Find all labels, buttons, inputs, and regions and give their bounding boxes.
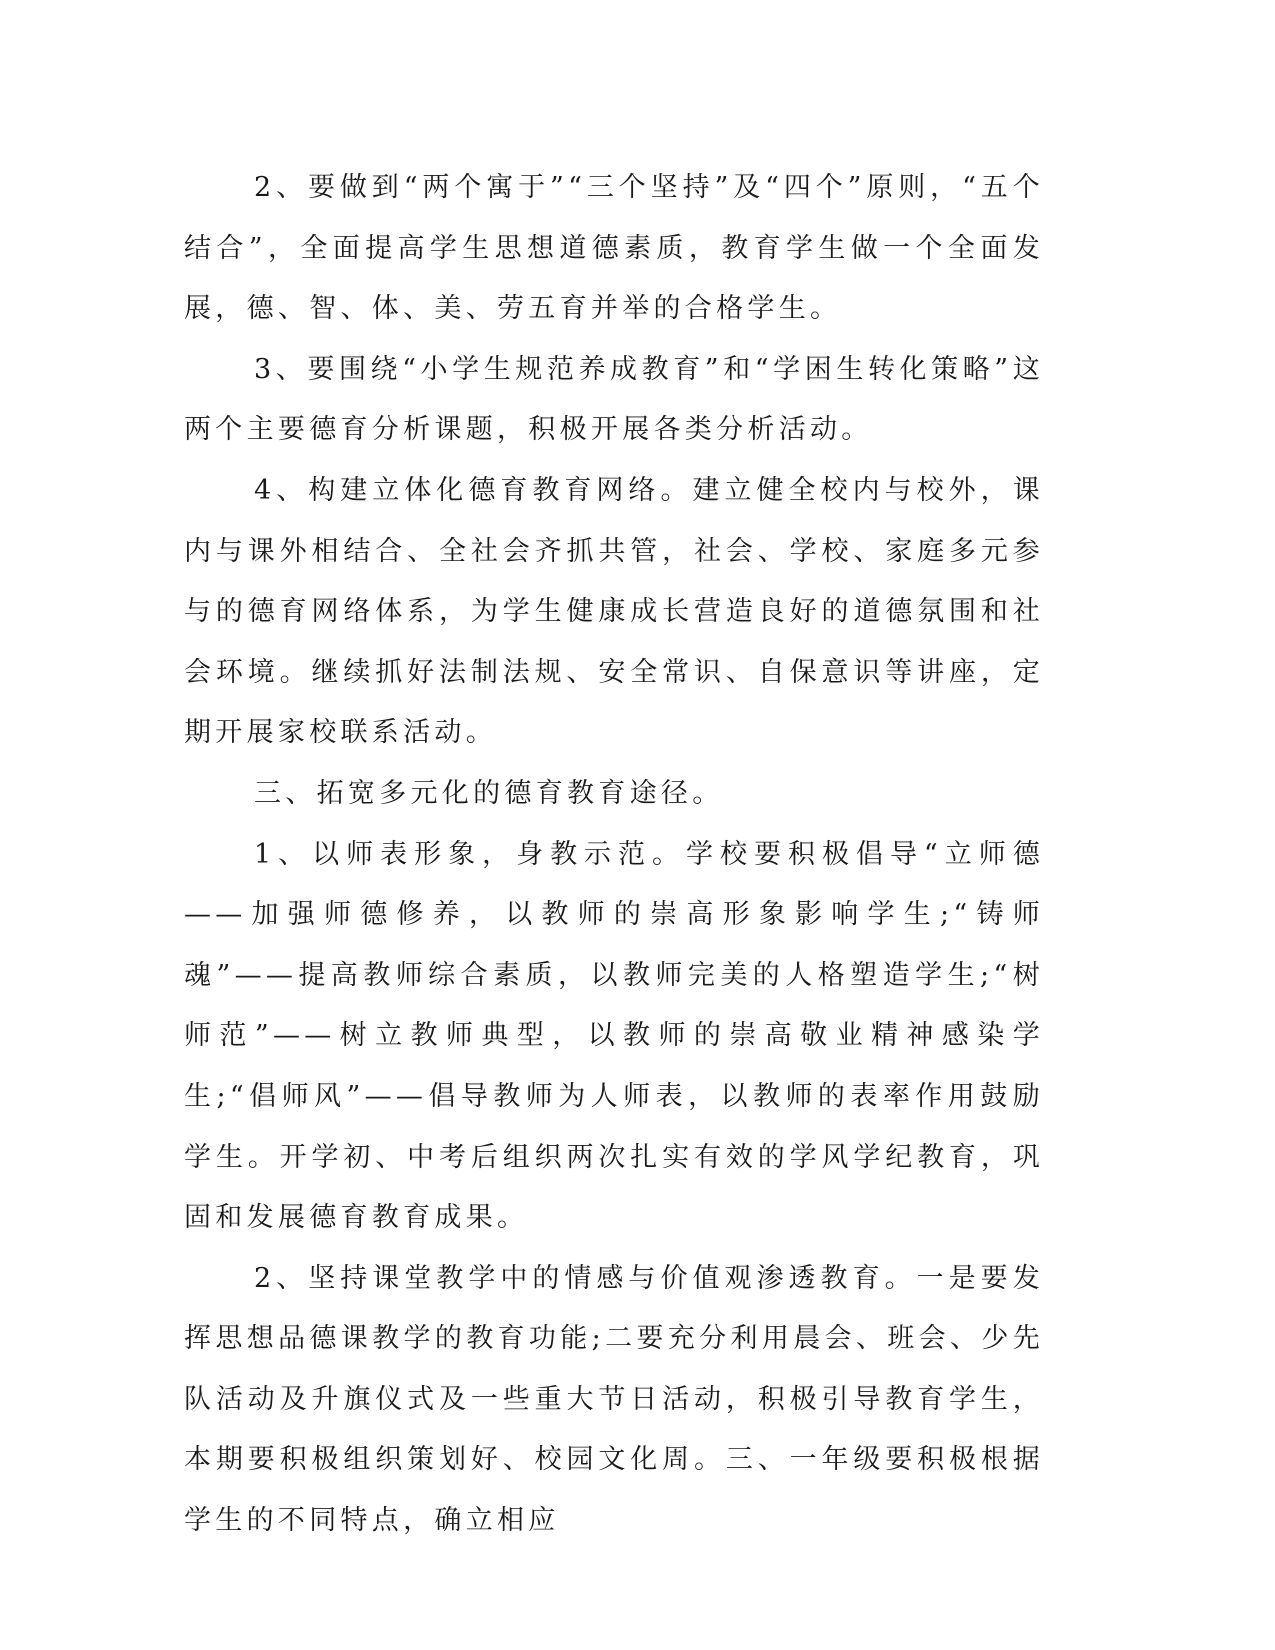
section-heading-three: 三、拓宽多元化的德育教育途径。 <box>254 777 724 809</box>
paragraph-item-2-classroom-teaching: 2、坚持课堂教学中的情感与价值观渗透教育。一是要发挥思想品德课教学的教育功能;二要充分利用晨会、班会、少先队活动及升旗仪式及一些重大节日活动，积极引导教育学生，本期要积极组织策划好、校园文化周。三、一年级要积极根据学生的不同特点，确立相应 <box>184 1262 1044 1537</box>
paragraph-item-2-two-yu: 2、要做到“两个寓于”“三个坚持”及“四个”原则，“五个结合”，全面提高学生思想道德素质，教育学生做一个全面发展，德、智、体、美、劳五育并举的合格学生。 <box>184 172 1044 325</box>
paragraph-item-4-education-network: 4、构建立体化德育教育网络。建立健全校内与校外，课内与课外相结合、全社会齐抓共管，社会、学校、家庭多元参与的德育网络体系，为学生健康成长营造良好的道德氛围和社会环境。继续抓好法制法规、安全常识、自保意识等讲座，定期开展家校联系活动。 <box>184 474 1044 749</box>
paragraph-item-1-teacher-example: 1、以师表形象，身教示范。学校要积极倡导“立师德——加强师德修养，以教师的崇高形象影响学生;“铸师魂”——提高教师综合素质，以教师完美的人格塑造学生;“树师范”——树立教师典型，以教师的崇高敬业精神感染学生;“倡师风”——倡导教师为人师表，以教师的表率作用鼓励学生。开学初、中考后组织两次扎实有效的学风学纪教育，巩固和发展德育教育成果。 <box>184 838 1044 1234</box>
paragraph-item-3-research-topics: 3、要围绕“小学生规范养成教育”和“学困生转化策略”这两个主要德育分析课题，积极开展各类分析活动。 <box>184 353 1044 446</box>
document-body <box>184 158 1044 1552</box>
